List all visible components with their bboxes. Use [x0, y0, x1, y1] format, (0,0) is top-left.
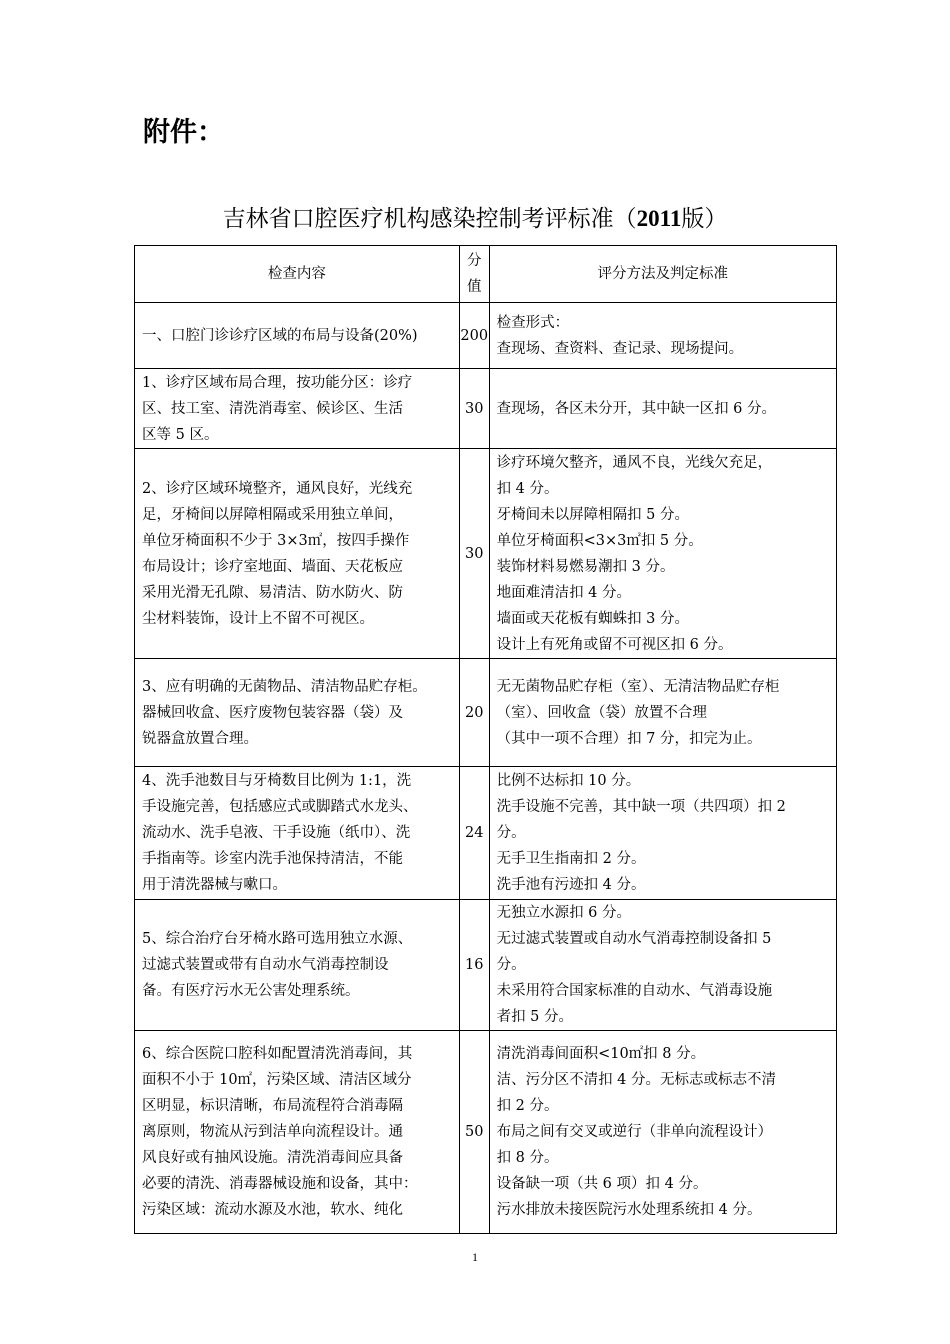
row-criteria-line: 装饰材料易燃易潮扣 3 分。 — [496, 558, 675, 575]
row-content — [135, 767, 460, 900]
row-criteria — [489, 900, 836, 1031]
row-content-line: 锐器盒放置合理。 — [142, 730, 258, 747]
table-row — [135, 767, 837, 900]
row-content-line: 5、综合治疗台牙椅水路可选用独立水源、 — [142, 931, 413, 947]
row-content-line: 区、技工室、清洗消毒室、候诊区、生活 — [142, 400, 403, 417]
table-row — [135, 449, 837, 659]
row-criteria-line: 扣 4 分。 — [496, 480, 559, 497]
row-score: 30 — [459, 449, 489, 659]
table-row — [135, 900, 837, 1031]
row-criteria-line: 扣 8 分。 — [496, 1150, 559, 1166]
header-score — [459, 246, 489, 303]
row-content — [135, 369, 460, 449]
row-content-line: 1、诊疗区域布局合理，按功能分区：诊疗 — [142, 374, 413, 391]
row-content-line: 6、综合医院口腔科如配置清洗消毒间，其 — [142, 1046, 413, 1062]
row-content-line: 布局设计；诊疗室地面、墙面、天花板应 — [142, 558, 403, 575]
row-criteria-line: 设备缺一项（共 6 项）扣 4 分。 — [496, 1176, 708, 1192]
row-criteria — [489, 303, 836, 369]
row-content-line: 面积不小于 10㎡，污染区域、清洁区域分 — [142, 1072, 412, 1088]
row-content-line: 手设施完善，包括感应式或脚踏式水龙头、 — [142, 799, 418, 815]
row-criteria-line: 洗手池有污迹扣 4 分。 — [496, 877, 646, 893]
row-criteria-line: 无手卫生指南扣 2 分。 — [496, 851, 646, 867]
row-criteria-line: 地面难清洁扣 4 分。 — [496, 584, 632, 601]
title-suffix: 版） — [681, 206, 728, 232]
row-content-line: 器械回收盒、医疗废物包装容器（袋）及 — [142, 704, 403, 721]
row-criteria-line: 诊疗环境欠整齐，通风不良，光线欠充足， — [496, 454, 773, 471]
title-year: 2011 — [636, 206, 682, 231]
row-score: 20 — [459, 659, 489, 767]
row-criteria — [489, 449, 836, 659]
row-content-line: 单位牙椅面积不少于 3×3㎡，按四手操作 — [142, 532, 410, 549]
row-content-line: 离原则，物流从污到洁单向流程设计。通 — [142, 1124, 403, 1140]
row-content — [135, 449, 460, 659]
table-header-row — [135, 246, 837, 303]
title-paren-open: （ — [613, 206, 637, 232]
row-score: 50 — [459, 1031, 489, 1234]
header-content: 检查内容 — [135, 246, 460, 303]
row-criteria-line: 无过滤式装置或自动水气消毒控制设备扣 5 — [496, 931, 772, 947]
row-criteria-line: 洁、污分区不清扣 4 分。无标志或标志不清 — [496, 1072, 777, 1088]
row-criteria-line: 设计上有死角或留不可视区扣 6 分。 — [496, 636, 733, 653]
row-content-line: 采用光滑无孔隙、易清洁、防水防火、防 — [142, 584, 403, 601]
table-row — [135, 659, 837, 767]
row-criteria-line: 清洗消毒间面积<10㎡扣 8 分。 — [496, 1046, 706, 1062]
row-content-line: 2、诊疗区域环境整齐，通风良好，光线充 — [142, 480, 413, 497]
row-criteria-line: 比例不达标扣 10 分。 — [496, 773, 641, 789]
row-criteria-line: 未采用符合国家标准的自动水、气消毒设施 — [496, 983, 773, 999]
table-row — [135, 303, 837, 369]
row-criteria-line: 污水排放未接医院污水处理系统扣 4 分。 — [496, 1202, 762, 1218]
row-criteria — [489, 369, 836, 449]
row-content — [135, 659, 460, 767]
row-content-line: 备。有医疗污水无公害处理系统。 — [142, 983, 360, 999]
row-content-line: 污染区域：流动水源及水池，软水、纯化 — [142, 1202, 403, 1218]
row-content-line: 3、应有明确的无菌物品、清洁物品贮存柜。 — [142, 678, 427, 695]
row-criteria-line: 查现场，各区未分开，其中缺一区扣 6 分。 — [496, 400, 777, 417]
row-criteria-line: 检查形式： — [496, 314, 570, 331]
row-criteria-line: 无无菌物品贮存柜（室）、无清洁物品贮存柜 — [496, 678, 780, 695]
row-criteria — [489, 1031, 836, 1234]
row-criteria-line: 洗手设施不完善，其中缺一项（共四项）扣 2 — [496, 799, 786, 815]
row-criteria-line: 牙椅间未以屏障相隔扣 5 分。 — [496, 506, 690, 523]
row-criteria-line: 扣 2 分。 — [496, 1098, 559, 1114]
row-criteria-line: 单位牙椅面积<3×3㎡扣 5 分。 — [496, 532, 703, 549]
row-criteria-line: 布局之间有交叉或逆行（非单向流程设计） — [496, 1124, 773, 1140]
row-content-line: 用于清洗器械与嗽口。 — [142, 877, 287, 893]
row-content-line: 区明显，标识清晰，布局流程符合消毒隔 — [142, 1098, 403, 1114]
title-main: 吉林省口腔医疗机构感染控制考评标准 — [222, 206, 614, 232]
row-criteria-line: （室）、回收盒（袋）放置不合理 — [496, 704, 707, 721]
row-criteria-line: 查现场、查资料、查记录、现场提问。 — [496, 340, 744, 357]
row-content-line: 流动水、洗手皂液、干手设施（纸巾）、洗 — [142, 825, 411, 841]
header-score-text: 分值 — [466, 253, 482, 295]
row-content-line: 过滤式装置或带有自动水气消毒控制设 — [142, 957, 389, 973]
row-score: 24 — [459, 767, 489, 900]
header-criteria: 评分方法及判定标准 — [489, 246, 836, 303]
row-criteria-line: （其中一项不合理）扣 7 分，扣完为止。 — [496, 730, 762, 747]
table-row — [135, 1031, 837, 1234]
page-number: 1 — [472, 1250, 478, 1264]
row-score: 30 — [459, 369, 489, 449]
row-content-line: 必要的清洗、消毒器械设施和设备，其中： — [142, 1176, 418, 1192]
row-content — [135, 1031, 460, 1234]
row-content-line: 区等 5 区。 — [142, 426, 219, 443]
row-criteria-line: 者扣 5 分。 — [496, 1009, 574, 1025]
row-score: 200 — [459, 303, 489, 369]
row-content-line: 手指南等。诊室内洗手池保持清洁，不能 — [142, 851, 403, 867]
row-criteria-line: 无独立水源扣 6 分。 — [496, 905, 632, 921]
row-content — [135, 303, 460, 369]
row-content-line: 4、洗手池数目与牙椅数目比例为 1:1，洗 — [142, 773, 412, 789]
table-row — [135, 369, 837, 449]
document-title — [0, 200, 950, 233]
row-criteria-line: 墙面或天花板有蜘蛛扣 3 分。 — [496, 610, 690, 627]
row-content-line: 风良好或有抽风设施。清洗消毒间应具备 — [142, 1150, 403, 1166]
row-criteria-line: 分。 — [496, 957, 526, 973]
row-criteria-line: 分。 — [496, 825, 526, 841]
row-score: 16 — [459, 900, 489, 1031]
row-content-line: 一、口腔门诊诊疗区域的布局与设备(20%) — [142, 327, 418, 344]
row-content — [135, 900, 460, 1031]
row-criteria — [489, 767, 836, 900]
row-content-line: 足，牙椅间以屏障相隔或采用独立单间， — [142, 506, 403, 523]
evaluation-table — [134, 245, 837, 1234]
row-criteria — [489, 659, 836, 767]
attachment-label: 附件： — [143, 117, 224, 148]
row-content-line: 尘材料装饰，设计上不留不可视区。 — [142, 610, 374, 627]
